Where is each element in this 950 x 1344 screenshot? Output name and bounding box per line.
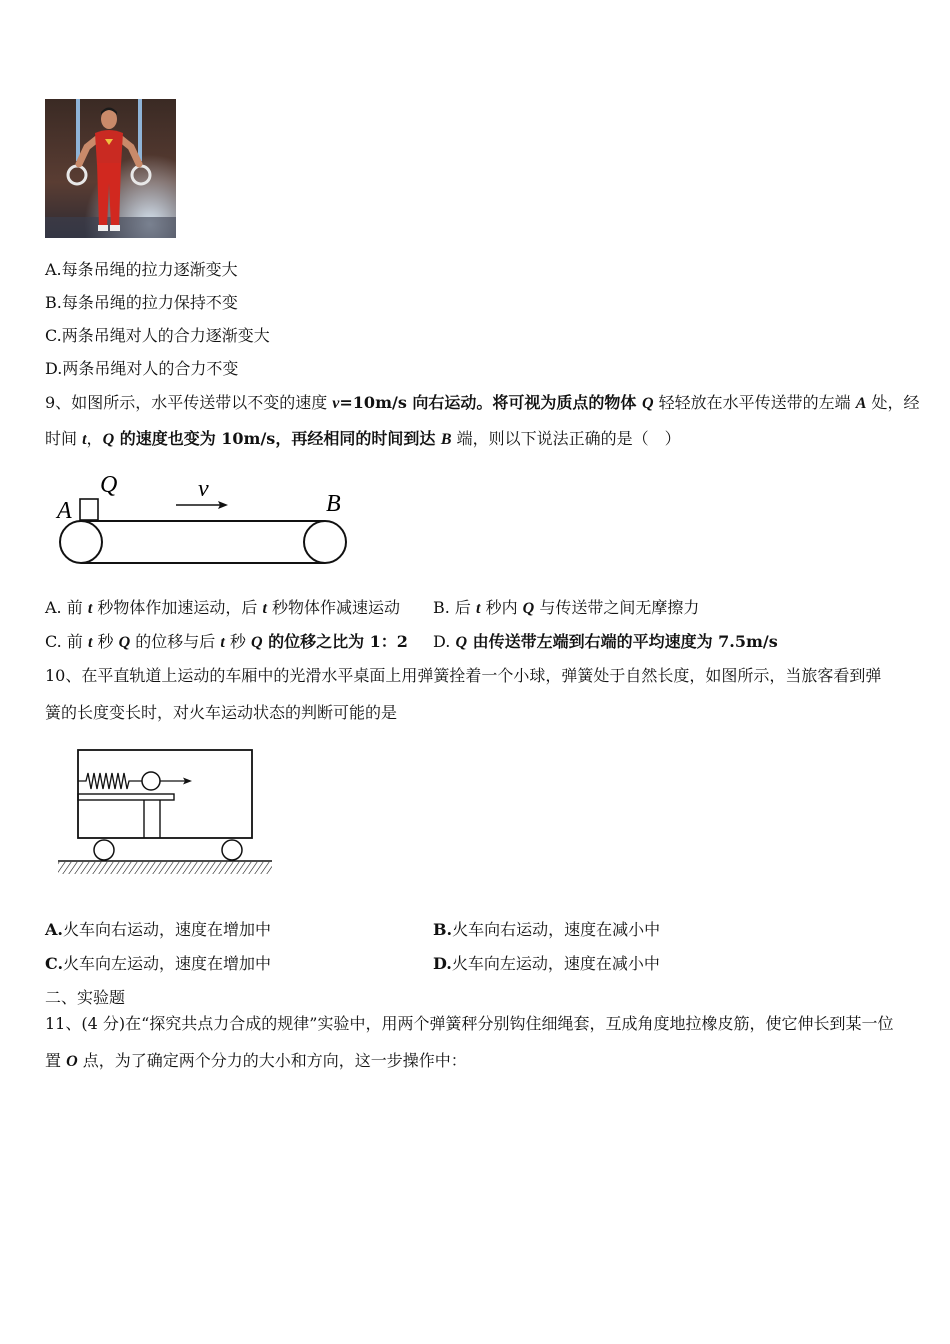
q10-option-d: D.火车向左运动，速度在减小中 (433, 954, 660, 973)
q11-stem-line2: 置 O 点，为了确定两个分力的大小和方向，这一步操作中： (45, 1051, 467, 1070)
q8-option-c: C.两条吊绳对人的合力逐渐变大 (45, 326, 270, 345)
q9-option-c: C. 前 t 秒 Q 的位移与后 t 秒 Q 的位移之比为 1：2 (45, 632, 408, 651)
q10-stem-line2: 簧的长度变长时，对火车运动状态的判断可能的是 (45, 703, 398, 722)
q10-option-c: C.火车向左运动，速度在增加中 (45, 954, 272, 973)
block-q (80, 499, 98, 520)
label-v: v (198, 476, 209, 502)
left-pulley (60, 521, 102, 563)
label-b: B (326, 491, 341, 517)
q9-stem-line2: 时间 t，Q 的速度也变为 10m/s，再经相同的时间到达 B 端，则以下说法正确的是（ ） (45, 429, 681, 448)
ball (142, 772, 160, 790)
q8-option-b: B.每条吊绳的拉力保持不变 (45, 293, 238, 312)
q8-option-a: A.每条吊绳的拉力逐渐变大 (45, 260, 238, 279)
conveyor-belt-figure (52, 466, 352, 570)
q10-option-a: A.火车向右运动，速度在增加中 (45, 920, 271, 939)
q9-option-b: B. 后 t 秒内 Q 与传送带之间无摩擦力 (433, 598, 700, 617)
table-top (78, 794, 174, 800)
section-title-experiment: 二、实验题 (45, 988, 126, 1007)
label-q: Q (100, 472, 118, 498)
right-pulley (304, 521, 346, 563)
spring (78, 773, 142, 789)
q9-option-d: D. Q 由传送带左端到右端的平均速度为 7.5m/s (433, 632, 778, 651)
q8-option-d: D.两条吊绳对人的合力不变 (45, 359, 239, 378)
q9-option-a: A. 前 t 秒物体作加速运动，后 t 秒物体作减速运动 (45, 598, 401, 617)
label-a: A (57, 498, 72, 524)
right-wheel (222, 840, 242, 860)
left-wheel (94, 840, 114, 860)
q11-stem-line1: 11、(4 分)在“探究共点力合成的规律”实验中，用两个弹簧秤分别钩住细绳套，互成角度地拉橡皮筋，使它伸长到某一位 (45, 1014, 894, 1033)
train-car-spring-figure (56, 746, 276, 878)
q9-stem-line1: 9、如图所示，水平传送带以不变的速度 v=10m/s 向右运动。将可视为质点的物体 Q 轻轻放在水平传送带的左端 A 处，经 (45, 393, 920, 412)
q10-option-b: B.火车向右运动，速度在减小中 (433, 920, 661, 939)
gymnast-on-rings-photo (45, 99, 176, 238)
q10-stem-line1: 10、在平直轨道上运动的车厢中的光滑水平桌面上用弹簧拴着一个小球，弹簧处于自然长度，如图所示，当旅客看到弹 (45, 666, 882, 685)
ground-hatch (58, 862, 272, 874)
